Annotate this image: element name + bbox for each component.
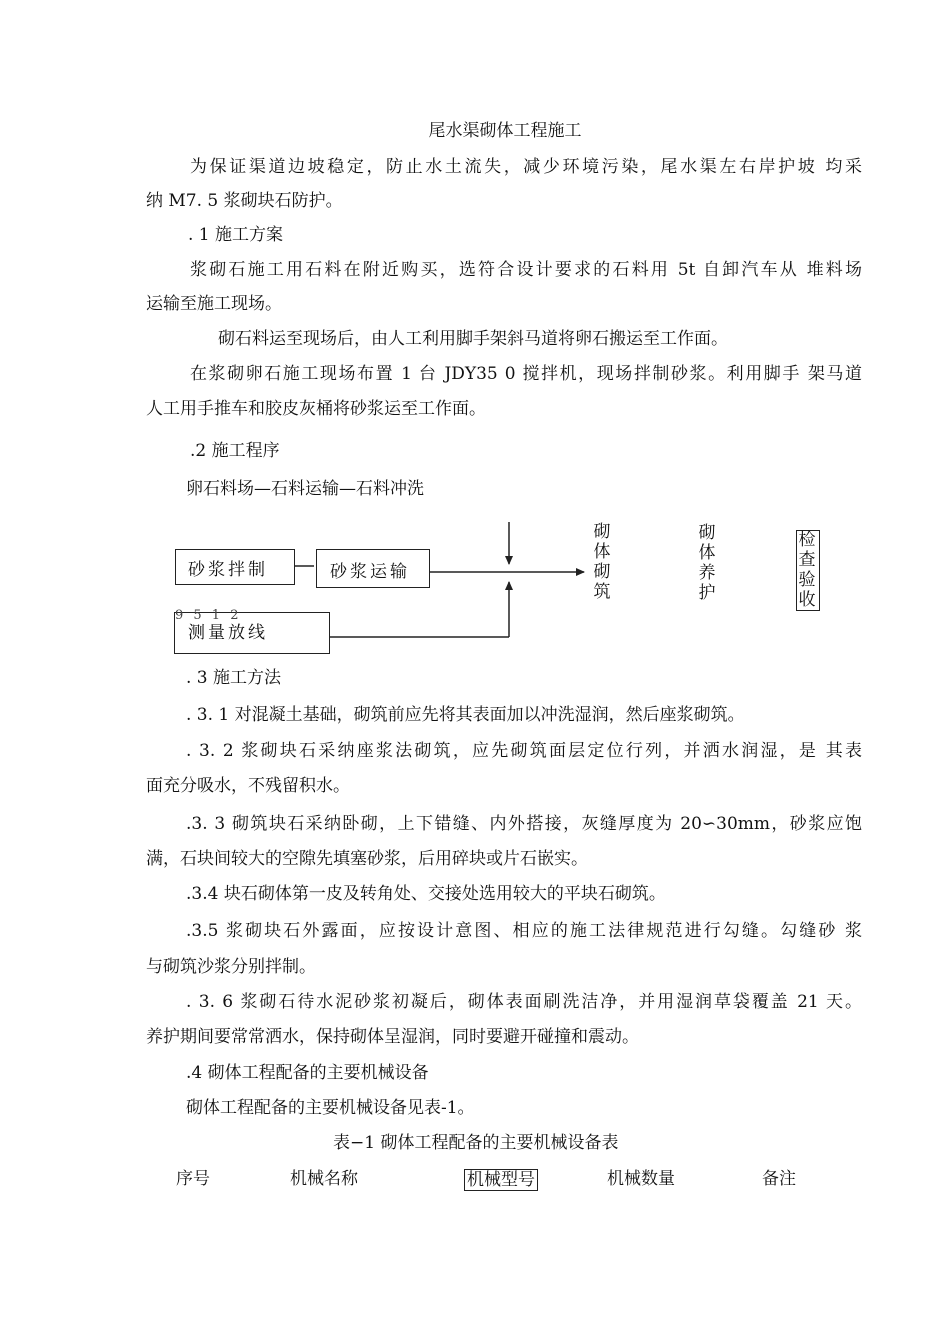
section-4-heading: .4 砌体工程配备的主要机械设备: [186, 1063, 429, 1083]
s1-para3-line1: 在浆砌卵石施工现场布置 1 台 JDY35 0 搅拌机，现场拌制砂浆。利用脚手 架马道: [190, 364, 862, 384]
mortar-mix-label: 砂浆拌制: [188, 560, 268, 580]
intro-line-2: 纳 M7. 5 浆砌块石防护。: [146, 191, 343, 211]
s3-item4: .3.4 块石砌体第一皮及转角处、交接处选用较大的平块石砌筑。: [186, 884, 666, 904]
s3-item3-line1: .3. 3 砌筑块石采纳卧砌，上下错缝、内外搭接，灰缝厚度为 20∽30mm，砂浆应饱: [186, 814, 862, 834]
s3-item1: . 3. 1 对混凝土基础，砌筑前应先将其表面加以冲洗湿润，然后座浆砌筑。: [186, 705, 745, 725]
page-title: 尾水渠砌体工程施工: [428, 121, 582, 141]
s3-item5-line1: .3.5 浆砌块石外露面，应按设计意图、相应的施工法律规范进行勾缝。勾缝砂 浆: [186, 921, 862, 941]
survey-label: 测量放线: [188, 623, 268, 643]
section-1-heading: . 1 施工方案: [188, 225, 284, 245]
col-header-number: 序号: [176, 1169, 210, 1189]
section-2-heading: .2 施工程序: [190, 441, 280, 461]
col-header-machine-name: 机械名称: [290, 1169, 358, 1189]
curing-label: 砌体养护: [698, 523, 716, 603]
s3-item6-line1: . 3. 6 浆砌石待水泥砂浆初凝后，砌体表面刷洗洁净，并用湿润草袋覆盖 21 天。: [186, 992, 862, 1012]
s3-item3-line2: 满，石块间较大的空隙先填塞砂浆，后用碎块或片石嵌实。: [146, 849, 588, 869]
s1-para3-line2: 人工用手推车和胶皮灰桶将砂浆运至工作面。: [146, 399, 486, 419]
inspection-label: 检查验收: [798, 530, 816, 610]
col-header-machine-model: 机械型号: [464, 1169, 538, 1191]
s1-para1-line1: 浆砌石施工用石料在附近购买，选符合设计要求的石料用 5t 自卸汽车从 堆料场: [190, 260, 862, 280]
mortar-transport-label: 砂浆运输: [330, 562, 410, 582]
s3-item5-line2: 与砌筑沙浆分别拌制。: [146, 957, 316, 977]
s3-item2-line1: . 3. 2 浆砌块石采纳座浆法砌筑，应先砌筑面层定位行列，并洒水润湿，是 其表: [186, 741, 862, 761]
col-header-machine-quantity: 机械数量: [607, 1169, 675, 1189]
masonry-label: 砌体砌筑: [593, 522, 611, 602]
s3-item2-line2: 面充分吸水，不残留积水。: [146, 776, 350, 796]
s1-para2: 砌石料运至现场后，由人工利用脚手架斜马道将卵石搬运至工作面。: [218, 329, 728, 349]
section-3-heading: . 3 施工方法: [186, 668, 282, 688]
col-header-remarks: 备注: [762, 1169, 796, 1189]
table-caption: 表−1 砌体工程配备的主要机械设备表: [333, 1133, 619, 1153]
s1-para1-line2: 运输至施工现场。: [146, 294, 282, 314]
survey-overlay-text: 9 5 1 2: [175, 608, 242, 623]
s4-text: 砌体工程配备的主要机械设备见表-1。: [186, 1098, 475, 1118]
intro-line-1: 为保证渠道边坡稳定，防止水土流失，减少环境污染，尾水渠左右岸护坡 均采: [190, 157, 862, 177]
s3-item6-line2: 养护期间要常常洒水，保持砌体呈湿润，同时要避开碰撞和震动。: [146, 1027, 639, 1047]
s2-sequence: 卵石料场—石料运输—石料冲洗: [186, 479, 424, 499]
